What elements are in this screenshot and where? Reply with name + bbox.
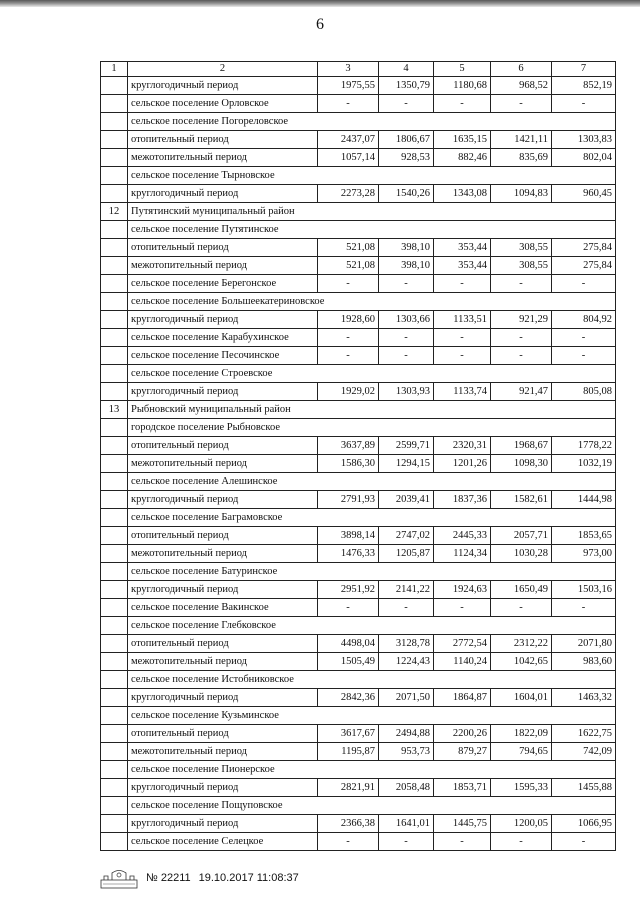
header-cell: 5 [434,62,491,77]
value-cell: - [552,599,616,617]
table-row [101,635,616,653]
table-row [101,275,616,293]
value-cell: 1924,63 [434,581,491,599]
value-cell: 353,44 [434,239,491,257]
value-cell: 852,19 [552,77,616,95]
row-name-cell: круглогодичный период [128,311,318,329]
value-cell: 3898,14 [318,527,379,545]
row-number-cell [101,563,128,581]
section-row [101,221,616,239]
row-name-cell: круглогодичный период [128,383,318,401]
row-name-cell: сельское поселение Путятинское [128,221,616,239]
header-cell: 3 [318,62,379,77]
value-cell: 1421,11 [491,131,552,149]
value-cell: - [491,347,552,365]
table-row [101,77,616,95]
value-cell: 1822,09 [491,725,552,743]
value-cell: 879,27 [434,743,491,761]
value-cell: 1057,14 [318,149,379,167]
row-name-cell: межотопительный период [128,545,318,563]
value-cell: 2366,38 [318,815,379,833]
value-cell: 1133,51 [434,311,491,329]
section-row [101,797,616,815]
value-cell: 2599,71 [379,437,434,455]
value-cell: - [552,347,616,365]
value-cell: 308,55 [491,239,552,257]
row-number-cell [101,473,128,491]
value-cell: 973,00 [552,545,616,563]
row-name-cell: сельское поселение Большеекатериновское [128,293,616,311]
value-cell: 1505,49 [318,653,379,671]
section-row [101,671,616,689]
row-number-cell [101,149,128,167]
value-cell: 398,10 [379,257,434,275]
row-number-cell [101,437,128,455]
row-number-cell [101,653,128,671]
section-row [101,167,616,185]
value-cell: 1641,01 [379,815,434,833]
value-cell: 802,04 [552,149,616,167]
row-name-cell: круглогодичный период [128,185,318,203]
value-cell: 1455,88 [552,779,616,797]
value-cell: 1586,30 [318,455,379,473]
row-name-cell: отопительный период [128,437,318,455]
row-name-cell: межотопительный период [128,743,318,761]
value-cell: - [379,833,434,851]
row-name-cell: сельское поселение Тырновское [128,167,616,185]
row-name-cell: сельское поселение Песочинское [128,347,318,365]
row-number-cell [101,545,128,563]
value-cell: 921,47 [491,383,552,401]
value-cell: 1066,95 [552,815,616,833]
row-number-cell [101,689,128,707]
row-name-cell: городское поселение Рыбновское [128,419,616,437]
value-cell: 1124,34 [434,545,491,563]
value-cell: 960,45 [552,185,616,203]
data-table [100,61,616,851]
value-cell: 921,29 [491,311,552,329]
row-number-cell [101,599,128,617]
value-cell: 968,52 [491,77,552,95]
table-row [101,239,616,257]
row-name-cell: круглогодичный период [128,77,318,95]
value-cell: 353,44 [434,257,491,275]
value-cell: 521,08 [318,257,379,275]
table-row [101,437,616,455]
section-row [101,401,616,419]
row-name-cell: Рыбновский муниципальный район [128,401,616,419]
section-row [101,365,616,383]
value-cell: 3128,78 [379,635,434,653]
value-cell: - [434,599,491,617]
table-row [101,491,616,509]
value-cell: - [434,95,491,113]
value-cell: - [491,833,552,851]
row-number-cell [101,113,128,131]
scan-edge-artifact [0,0,640,7]
value-cell: 2320,31 [434,437,491,455]
value-cell: 1604,01 [491,689,552,707]
value-cell: - [434,347,491,365]
value-cell: - [318,599,379,617]
value-cell: 1975,55 [318,77,379,95]
value-cell: 2772,54 [434,635,491,653]
row-name-cell: отопительный период [128,239,318,257]
value-cell: 1350,79 [379,77,434,95]
header-cell: 2 [128,62,318,77]
value-cell: 1444,98 [552,491,616,509]
row-number-cell [101,221,128,239]
value-cell: 1595,33 [491,779,552,797]
row-number-cell [101,635,128,653]
row-number-cell [101,743,128,761]
value-cell: 794,65 [491,743,552,761]
row-number-cell [101,761,128,779]
table-row [101,257,616,275]
value-cell: - [379,275,434,293]
value-cell: 2071,50 [379,689,434,707]
value-cell: 1042,65 [491,653,552,671]
row-number-cell [101,383,128,401]
row-number-cell [101,185,128,203]
table-row [101,653,616,671]
value-cell: - [552,329,616,347]
value-cell: 1806,67 [379,131,434,149]
value-cell: 1303,66 [379,311,434,329]
value-cell: 805,08 [552,383,616,401]
value-cell: - [318,347,379,365]
value-cell: 1622,75 [552,725,616,743]
value-cell: 2200,26 [434,725,491,743]
table-row [101,311,616,329]
value-cell: - [318,275,379,293]
section-row [101,419,616,437]
value-cell: 1180,68 [434,77,491,95]
row-number-cell [101,455,128,473]
value-cell: 2821,91 [318,779,379,797]
value-cell: - [434,275,491,293]
table-row [101,779,616,797]
footer [100,866,299,890]
value-cell: 2951,92 [318,581,379,599]
value-cell: 1445,75 [434,815,491,833]
page-number: 6 [316,16,324,33]
value-cell: 3637,89 [318,437,379,455]
value-cell: 928,53 [379,149,434,167]
row-name-cell: сельское поселение Селецкое [128,833,318,851]
row-name-cell: сельское поселение Карабухинское [128,329,318,347]
row-number-cell [101,815,128,833]
table-row [101,95,616,113]
header-cell: 4 [379,62,434,77]
value-cell: 3617,67 [318,725,379,743]
value-cell: 1201,26 [434,455,491,473]
row-number-cell [101,167,128,185]
value-cell: 1224,43 [379,653,434,671]
row-name-cell: Путятинский муниципальный район [128,203,616,221]
value-cell: - [318,833,379,851]
value-cell: 882,46 [434,149,491,167]
row-number-cell [101,491,128,509]
value-cell: 983,60 [552,653,616,671]
table-row [101,383,616,401]
value-cell: - [318,329,379,347]
row-name-cell: отопительный период [128,725,318,743]
row-number-cell [101,365,128,383]
value-cell: 1294,15 [379,455,434,473]
table-row [101,725,616,743]
value-cell: 308,55 [491,257,552,275]
value-cell: 275,84 [552,257,616,275]
value-cell: 2057,71 [491,527,552,545]
section-row [101,203,616,221]
row-name-cell: межотопительный период [128,653,318,671]
row-name-cell: круглогодичный период [128,815,318,833]
value-cell: 1968,67 [491,437,552,455]
row-name-cell: сельское поселение Вакинское [128,599,318,617]
row-number-cell [101,725,128,743]
value-cell: 1635,15 [434,131,491,149]
value-cell: 1853,71 [434,779,491,797]
value-cell: 1837,36 [434,491,491,509]
table-row [101,743,616,761]
row-name-cell: сельское поселение Пощуповское [128,797,616,815]
value-cell: - [552,833,616,851]
table-row [101,185,616,203]
row-name-cell: межотопительный период [128,455,318,473]
table-row [101,815,616,833]
row-name-cell: круглогодичный период [128,689,318,707]
document-timestamp: 19.10.2017 11:08:37 [198,872,299,884]
row-number-cell [101,527,128,545]
value-cell: 2039,41 [379,491,434,509]
value-cell: 275,84 [552,239,616,257]
value-cell: - [552,275,616,293]
value-cell: - [491,275,552,293]
seal-stamp-icon [100,867,138,889]
value-cell: 1094,83 [491,185,552,203]
value-cell: 835,69 [491,149,552,167]
value-cell: 953,73 [379,743,434,761]
header-cell: 7 [552,62,616,77]
value-cell: 2141,22 [379,581,434,599]
table-body [101,77,616,851]
row-number-cell: 12 [101,203,128,221]
row-name-cell: сельское поселение Баграмовское [128,509,616,527]
value-cell: 2058,48 [379,779,434,797]
value-cell: 1303,93 [379,383,434,401]
row-number-cell [101,347,128,365]
section-row [101,617,616,635]
value-cell: 1343,08 [434,185,491,203]
row-number-cell [101,77,128,95]
row-number-cell [101,509,128,527]
value-cell: - [318,95,379,113]
row-name-cell: круглогодичный период [128,491,318,509]
table-row [101,599,616,617]
section-row [101,563,616,581]
section-row [101,293,616,311]
value-cell: - [379,329,434,347]
value-cell: 742,09 [552,743,616,761]
header-cell: 6 [491,62,552,77]
row-name-cell: сельское поселение Строевское [128,365,616,383]
value-cell: 4498,04 [318,635,379,653]
table-row [101,527,616,545]
row-number-cell [101,581,128,599]
value-cell: 2791,93 [318,491,379,509]
row-number-cell [101,239,128,257]
row-name-cell: сельское поселение Орловское [128,95,318,113]
table-row [101,131,616,149]
row-number-cell [101,833,128,851]
row-number-cell [101,275,128,293]
value-cell: 2494,88 [379,725,434,743]
value-cell: 1133,74 [434,383,491,401]
row-number-cell [101,257,128,275]
table-row [101,689,616,707]
section-row [101,113,616,131]
document-number: № 22211 [146,872,191,884]
value-cell: 521,08 [318,239,379,257]
value-cell: 1140,24 [434,653,491,671]
value-cell: 1476,33 [318,545,379,563]
value-cell: - [552,95,616,113]
row-name-cell: сельское поселение Кузьминское [128,707,616,725]
value-cell: - [491,329,552,347]
value-cell: 1928,60 [318,311,379,329]
row-name-cell: сельское поселение Глебковское [128,617,616,635]
row-name-cell: сельское поселение Алешинское [128,473,616,491]
value-cell: 1205,87 [379,545,434,563]
value-cell: 1582,61 [491,491,552,509]
value-cell: 1650,49 [491,581,552,599]
row-number-cell [101,95,128,113]
value-cell: 2071,80 [552,635,616,653]
row-name-cell: межотопительный период [128,257,318,275]
header-cell: 1 [101,62,128,77]
value-cell: - [434,833,491,851]
row-name-cell: сельское поселение Берегонское [128,275,318,293]
row-number-cell [101,671,128,689]
value-cell: 804,92 [552,311,616,329]
row-number-cell [101,617,128,635]
row-name-cell: отопительный период [128,527,318,545]
value-cell: 1929,02 [318,383,379,401]
value-cell: 2747,02 [379,527,434,545]
value-cell: - [491,95,552,113]
value-cell: 1200,05 [491,815,552,833]
value-cell: 2445,33 [434,527,491,545]
value-cell: - [379,347,434,365]
row-number-cell [101,329,128,347]
section-row [101,473,616,491]
section-row [101,509,616,527]
value-cell: - [434,329,491,347]
section-row [101,761,616,779]
value-cell: 2312,22 [491,635,552,653]
row-number-cell [101,293,128,311]
row-name-cell: сельское поселение Батуринское [128,563,616,581]
value-cell: 1853,65 [552,527,616,545]
table-row [101,329,616,347]
value-cell: 1503,16 [552,581,616,599]
table-row [101,455,616,473]
row-name-cell: сельское поселение Истобниковское [128,671,616,689]
table-row [101,833,616,851]
row-name-cell: отопительный период [128,635,318,653]
row-name-cell: межотопительный период [128,149,318,167]
value-cell: 1030,28 [491,545,552,563]
table-row [101,149,616,167]
row-number-cell [101,131,128,149]
table-row [101,581,616,599]
table-row [101,545,616,563]
value-cell: 398,10 [379,239,434,257]
value-cell: 1032,19 [552,455,616,473]
table-row [101,347,616,365]
value-cell: 1463,32 [552,689,616,707]
row-name-cell: сельское поселение Пионерское [128,761,616,779]
row-number-cell: 13 [101,401,128,419]
value-cell: 1303,83 [552,131,616,149]
row-name-cell: круглогодичный период [128,581,318,599]
row-number-cell [101,797,128,815]
section-row [101,707,616,725]
value-cell: 1540,26 [379,185,434,203]
row-name-cell: отопительный период [128,131,318,149]
row-number-cell [101,419,128,437]
row-name-cell: сельское поселение Погореловское [128,113,616,131]
value-cell: 2437,07 [318,131,379,149]
value-cell: - [379,95,434,113]
value-cell: 1098,30 [491,455,552,473]
row-number-cell [101,779,128,797]
value-cell: - [379,599,434,617]
value-cell: 1778,22 [552,437,616,455]
value-cell: 2842,36 [318,689,379,707]
row-name-cell: круглогодичный период [128,779,318,797]
row-number-cell [101,311,128,329]
value-cell: - [491,599,552,617]
row-number-cell [101,707,128,725]
table-header-row [101,62,616,77]
value-cell: 1195,87 [318,743,379,761]
value-cell: 1864,87 [434,689,491,707]
value-cell: 2273,28 [318,185,379,203]
